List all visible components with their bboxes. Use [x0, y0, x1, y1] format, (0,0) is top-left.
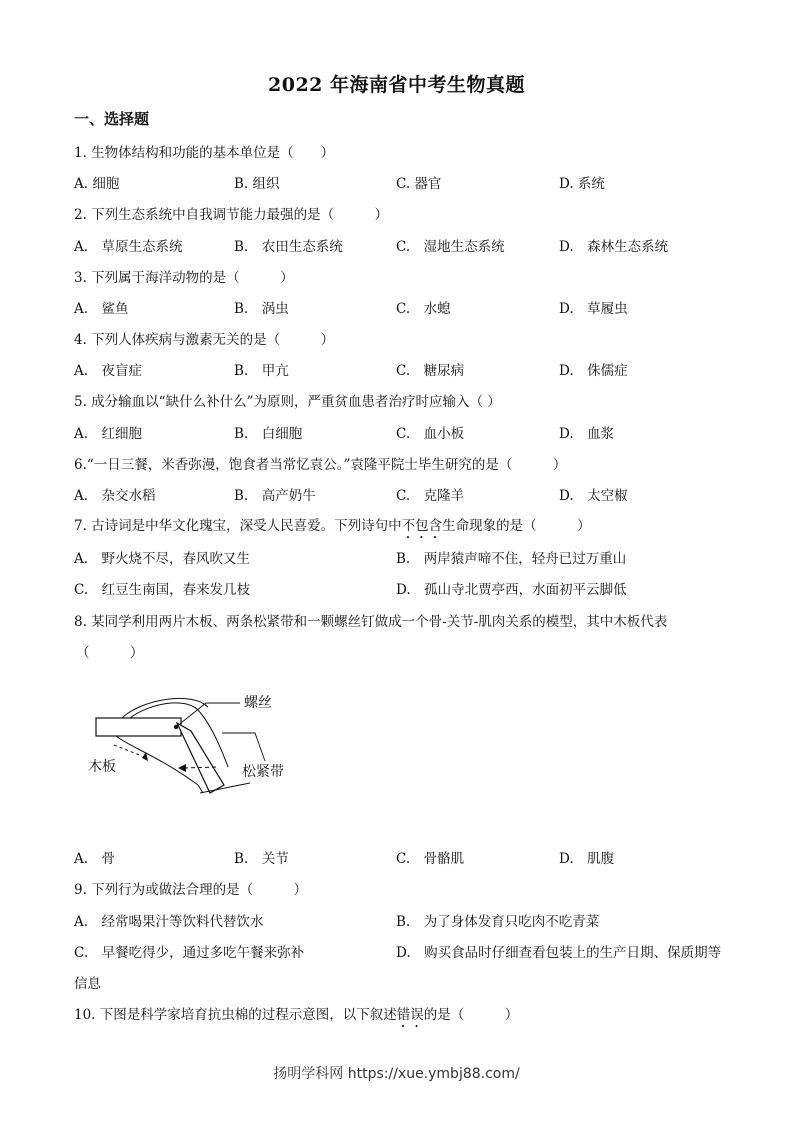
page-title: 2022 年海南省中考生物真题 — [268, 74, 525, 96]
section-heading: 一、选择题 — [74, 110, 150, 128]
dashed-motion-line — [114, 745, 142, 756]
footer-watermark: 扬明学科网 https://xue.ymbj88.com/ — [273, 1066, 520, 1082]
q6-option-b: B. 高产奶牛 — [234, 488, 316, 504]
bone-joint-muscle-model-figure — [80, 685, 320, 805]
q9-option-b: B. 为了身体发育只吃肉不吃青菜 — [396, 914, 600, 930]
board-upper — [96, 718, 181, 736]
arrow-left-head — [178, 764, 186, 772]
question-6-stem: 6.“一日三餐，米香弥漫，饱食者当常忆袁公。”袁隆平院士毕生研究的是（ ） — [74, 457, 567, 473]
q6-option-a: A. 杂交水稻 — [74, 488, 156, 504]
question-4-stem: 4. 下列人体疾病与激素无关的是（ ） — [74, 332, 335, 348]
q4-option-b: B. 甲亢 — [234, 363, 289, 379]
q1-option-c: C. 器官 — [396, 176, 442, 192]
q10-stem-post: 的是（ ） — [423, 1007, 519, 1023]
question-1-stem: 1. 生物体结构和功能的基本单位是（ ） — [74, 145, 335, 161]
q3-option-c: C. 水螅 — [396, 301, 451, 317]
q7-option-d: D. 孤山寺北贾亭西，水面初平云脚低 — [396, 582, 627, 598]
q6-option-d: D. 太空椒 — [559, 488, 628, 504]
question-7-stem — [74, 514, 591, 542]
q7-option-c: C. 红豆生南国，春来发几枝 — [74, 582, 251, 598]
q7-stem-post: 生命现象的是（ ） — [442, 518, 591, 534]
q6-option-c: C. 克隆羊 — [396, 488, 465, 504]
leader-band-top — [222, 733, 265, 761]
question-8-stem: 8. 某同学利用两片木板、两条松紧带和一颗螺丝钉做成一个骨-关节-肌肉关系的模型，其中木板代表 — [74, 614, 668, 630]
q7-stem-emphasis: 不包含 — [401, 518, 443, 534]
q1-option-d: D. 系统 — [559, 176, 605, 192]
label-board: 木板 — [88, 759, 116, 775]
q4-option-c: C. 糖尿病 — [396, 363, 465, 379]
q7-option-b: B. 两岸猿声啼不住，轻舟已过万重山 — [396, 551, 627, 567]
q2-option-d: D. 森林生态系统 — [559, 239, 669, 255]
q9-option-d-cont: 信息 — [74, 976, 101, 992]
q8-option-a: A. 骨 — [74, 851, 116, 867]
label-screw: 螺丝 — [244, 695, 272, 711]
q5-option-b: B. 白细胞 — [234, 426, 303, 442]
q3-option-b: B. 涡虫 — [234, 301, 289, 317]
q8-option-c: C. 骨骼肌 — [396, 851, 465, 867]
q10-stem-pre: 10. 下图是科学家培育抗虫棉的过程示意图，以下叙述 — [74, 1007, 397, 1023]
question-3-stem: 3. 下列属于海洋动物的是（ ） — [74, 270, 294, 286]
q5-option-d: D. 血浆 — [559, 426, 615, 442]
label-band: 松紧带 — [242, 764, 284, 780]
q3-option-a: A. 鲨鱼 — [74, 301, 129, 317]
q8-option-b: B. 关节 — [234, 851, 289, 867]
q5-option-a: A. 红细胞 — [74, 426, 143, 442]
q9-option-d: D. 购买食品时仔细查看包装上的生产日期、保质期等 — [396, 945, 722, 961]
q4-option-a: A. 夜盲症 — [74, 363, 143, 379]
q4-option-d: D. 侏儒症 — [559, 363, 628, 379]
q2-option-a: A. 草原生态系统 — [74, 239, 183, 255]
q2-option-c: C. 湿地生态系统 — [396, 239, 505, 255]
q3-option-d: D. 草履虫 — [559, 301, 628, 317]
q1-option-b: B. 组织 — [234, 176, 280, 192]
q9-option-a: A. 经常喝果汁等饮料代替饮水 — [74, 914, 264, 930]
q2-option-b: B. 农田生态系统 — [234, 239, 343, 255]
q10-stem-emphasis: 错误 — [396, 1007, 424, 1023]
q8-option-d: D. 肌腹 — [559, 851, 615, 867]
board-lower — [177, 723, 224, 793]
question-2-stem: 2. 下列生态系统中自我调节能力最强的是（ ） — [74, 207, 389, 223]
q7-option-a: A. 野火烧不尽，春风吹又生 — [74, 551, 251, 567]
question-10-stem — [74, 1003, 518, 1031]
question-8-stem-cont: （ ） — [76, 645, 144, 661]
q1-option-a: A. 细胞 — [74, 176, 120, 192]
question-9-stem: 9. 下列行为或做法合理的是（ ） — [74, 882, 308, 898]
q9-option-c: C. 早餐吃得少，通过多吃午餐来弥补 — [74, 945, 305, 961]
q5-option-c: C. 血小板 — [396, 426, 465, 442]
question-5-stem: 5. 成分输血以“缺什么补什么”为原则，严重贫血患者治疗时应输入（ ） — [74, 394, 501, 410]
q7-stem-pre: 7. 古诗词是中华文化瑰宝，深受人民喜爱。下列诗句中 — [74, 518, 402, 534]
